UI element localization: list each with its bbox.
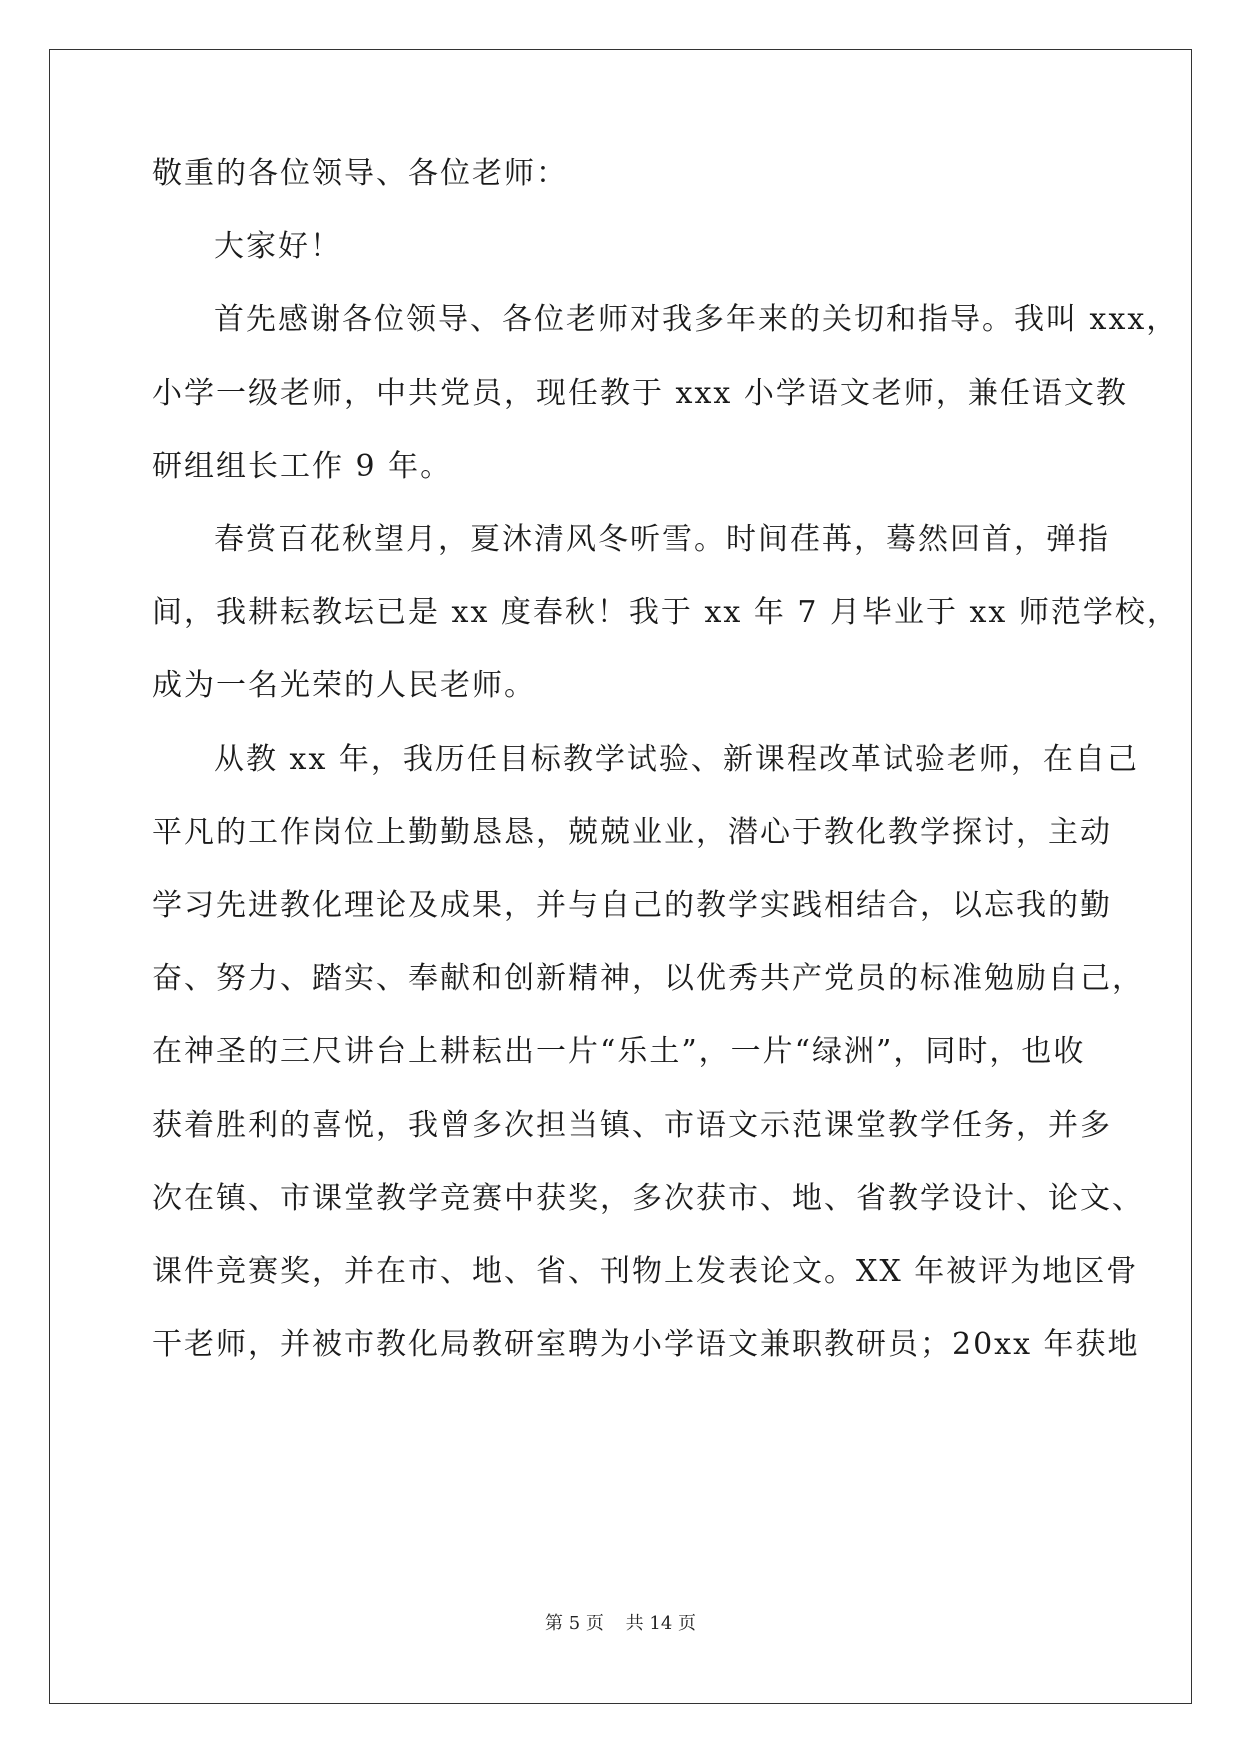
page-total: 共 14 页	[625, 1613, 696, 1634]
text-line: 间，我耕耘教坛已是 xx 度春秋！我于 xx 年 7 月毕业于 xx 师范学校，	[152, 595, 1179, 630]
text-line: 成为一名光荣的人民老师。	[152, 668, 536, 703]
page-border	[49, 49, 1192, 1704]
greeting-line: 大家好！	[214, 229, 342, 264]
text-line: 学习先进教化理论及成果，并与自己的教学实践相结合，以忘我的勤	[152, 888, 1112, 923]
salutation-line: 敬重的各位领导、各位老师：	[152, 156, 568, 191]
text-line: 春赏百花秋望月，夏沐清风冬听雪。时间荏苒，蓦然回首，弹指	[214, 522, 1110, 557]
text-line: 小学一级老师，中共党员，现任教于 xxx 小学语文老师，兼任语文教	[152, 376, 1128, 411]
text-line: 干老师，并被市教化局教研室聘为小学语文兼职教研员；20xx 年获地	[152, 1327, 1140, 1362]
text-line: 研组组长工作 9 年。	[152, 449, 453, 484]
page-number: 第 5 页	[545, 1613, 604, 1634]
text-line: 奋、努力、踏实、奉献和创新精神，以优秀共产党员的标准勉励自己，	[152, 961, 1144, 996]
text-line: 在神圣的三尺讲台上耕耘出一片“乐土”，一片“绿洲”，同时，也收	[152, 1034, 1086, 1069]
page-footer	[0, 1612, 1241, 1636]
text-line: 平凡的工作岗位上勤勤恳恳，兢兢业业，潜心于教化教学探讨，主动	[152, 815, 1112, 850]
text-line: 首先感谢各位领导、各位老师对我多年来的关切和指导。我叫 xxx，	[214, 302, 1179, 337]
text-line: 次在镇、市课堂教学竞赛中获奖，多次获市、地、省教学设计、论文、	[152, 1181, 1144, 1216]
text-line: 课件竞赛奖，并在市、地、省、刊物上发表论文。XX 年被评为地区骨	[152, 1254, 1139, 1289]
text-line: 获着胜利的喜悦，我曾多次担当镇、市语文示范课堂教学任务，并多	[152, 1108, 1112, 1143]
text-line: 从教 xx 年，我历任目标教学试验、新课程改革试验老师，在自己	[214, 742, 1139, 777]
